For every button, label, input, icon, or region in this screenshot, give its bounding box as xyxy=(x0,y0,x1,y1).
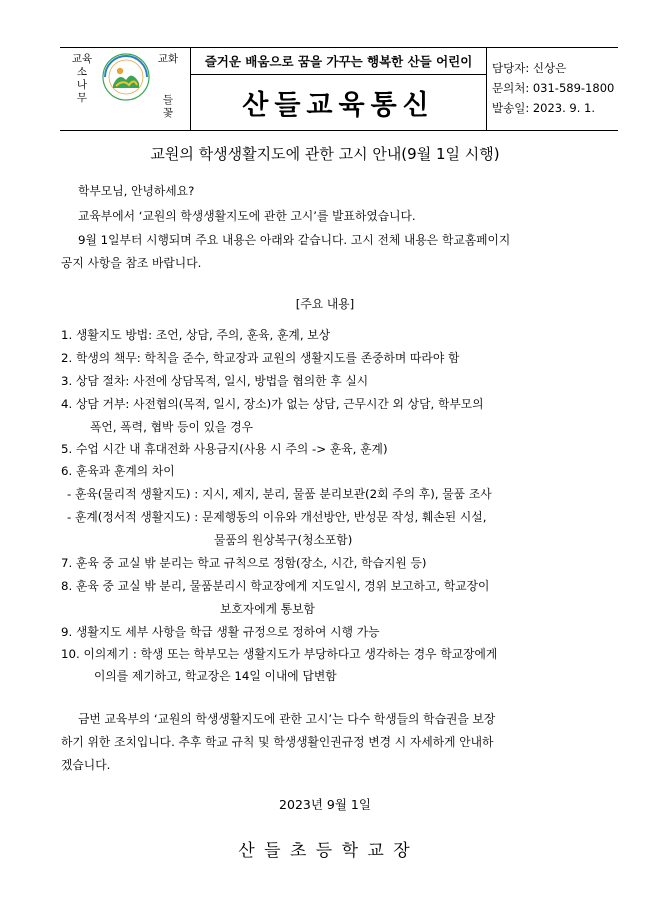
sub-item: - 훈계(정서적 생활지도) : 문제행동의 이유와 개선방안, 반성문 작성, 훼손된 시설, xyxy=(67,510,487,524)
list-item: 1. 생활지도 방법: 조언, 상담, 주의, 훈육, 훈계, 보상 xyxy=(61,328,331,342)
sub-item-continued: 물품의 원상복구(청소포함) xyxy=(214,533,353,547)
closing-line: 금번 교육부의 ‘교원의 학생생활지도에 관한 고시’는 다수 학생들의 학습권을 보장 xyxy=(78,712,496,726)
list-item-continued: 보호자에게 통보함 xyxy=(220,602,315,616)
newsletter-meta xyxy=(492,58,614,118)
school-flower-label: 교화 들 꽃 xyxy=(157,53,179,119)
signature: 산 들 초 등 학 교 장 xyxy=(238,841,412,861)
list-item: 2. 학생의 책무: 학칙을 준수, 학교장과 교원의 생활지도를 존중하며 따라야 함 xyxy=(61,351,460,365)
contact: 문의처: 031-589-1800 xyxy=(492,81,615,95)
author: 담당자: 신상은 xyxy=(492,61,567,75)
list-item: 7. 훈육 중 교실 밖 분리는 학교 규칙으로 정함(장소, 시간, 학습지원 등) xyxy=(61,556,427,570)
notice-title: 교원의 학생생활지도에 관한 고시 안내(9월 1일 시행) xyxy=(150,145,500,163)
send-date: 발송일: 2023. 9. 1. xyxy=(492,101,596,115)
school-slogan: 즐거운 배움으로 꿈을 가꾸는 행복한 산들 어린이 xyxy=(204,54,473,69)
list-item: 10. 이의제기 : 학생 또는 학부모는 생활지도가 부당하다고 생각하는 경우 학교장에게 xyxy=(61,647,498,661)
intro-line: 공지 사항을 참조 바랍니다. xyxy=(61,256,202,270)
newsletter-header xyxy=(60,47,618,131)
greeting: 학부모님, 안녕하세요? xyxy=(78,184,195,198)
list-item-continued: 이의를 제기하고, 학교장은 14일 이내에 답변함 xyxy=(94,669,337,683)
school-tree-label: 교육 소 나 무 xyxy=(71,53,93,104)
list-item: 5. 수업 시간 내 휴대전화 사용금지(사용 시 주의 -> 훈육, 훈계) xyxy=(61,442,388,456)
list-item: 4. 상담 거부: 사전협의(목적, 일시, 장소)가 없는 상담, 근무시간 외 상담, 학부모의 xyxy=(61,397,484,411)
sub-item: - 훈육(물리적 생활지도) : 지시, 제지, 분리, 물품 분리보관(2회 주의 후), 물품 조사 xyxy=(67,487,492,501)
signature-date: 2023년 9월 1일 xyxy=(279,797,371,812)
divider xyxy=(486,48,487,130)
list-item: 6. 훈육과 훈계의 차이 xyxy=(61,464,175,478)
school-logo xyxy=(101,52,151,104)
closing-line: 겠습니다. xyxy=(61,758,111,772)
list-item: 9. 생활지도 세부 사항을 학급 생활 규정으로 정하여 시행 가능 xyxy=(61,625,380,639)
intro-line: 교육부에서 ‘교원의 학생생활지도에 관한 고시’를 발표하였습니다. xyxy=(78,209,416,223)
list-item-continued: 폭언, 폭력, 협박 등이 있을 경우 xyxy=(90,420,253,434)
list-item: 3. 상담 절차: 사전에 상담목적, 일시, 방법을 협의한 후 실시 xyxy=(61,374,369,388)
section-heading: [주요 내용] xyxy=(295,297,355,311)
closing-line: 하기 위한 조치입니다. 추후 학교 규칙 및 학생생활인권규정 변경 시 자세하게 안내하 xyxy=(61,735,494,749)
newsletter-title: 산들교육통신 xyxy=(242,89,435,121)
list-item: 8. 훈육 중 교실 밖 분리, 물품분리시 학교장에게 지도일시, 경위 보고하고, 학교장이 xyxy=(61,579,490,593)
intro-line: 9월 1일부터 시행되며 주요 내용은 아래와 같습니다. 고시 전체 내용은 학교홈페이지 xyxy=(78,233,511,247)
